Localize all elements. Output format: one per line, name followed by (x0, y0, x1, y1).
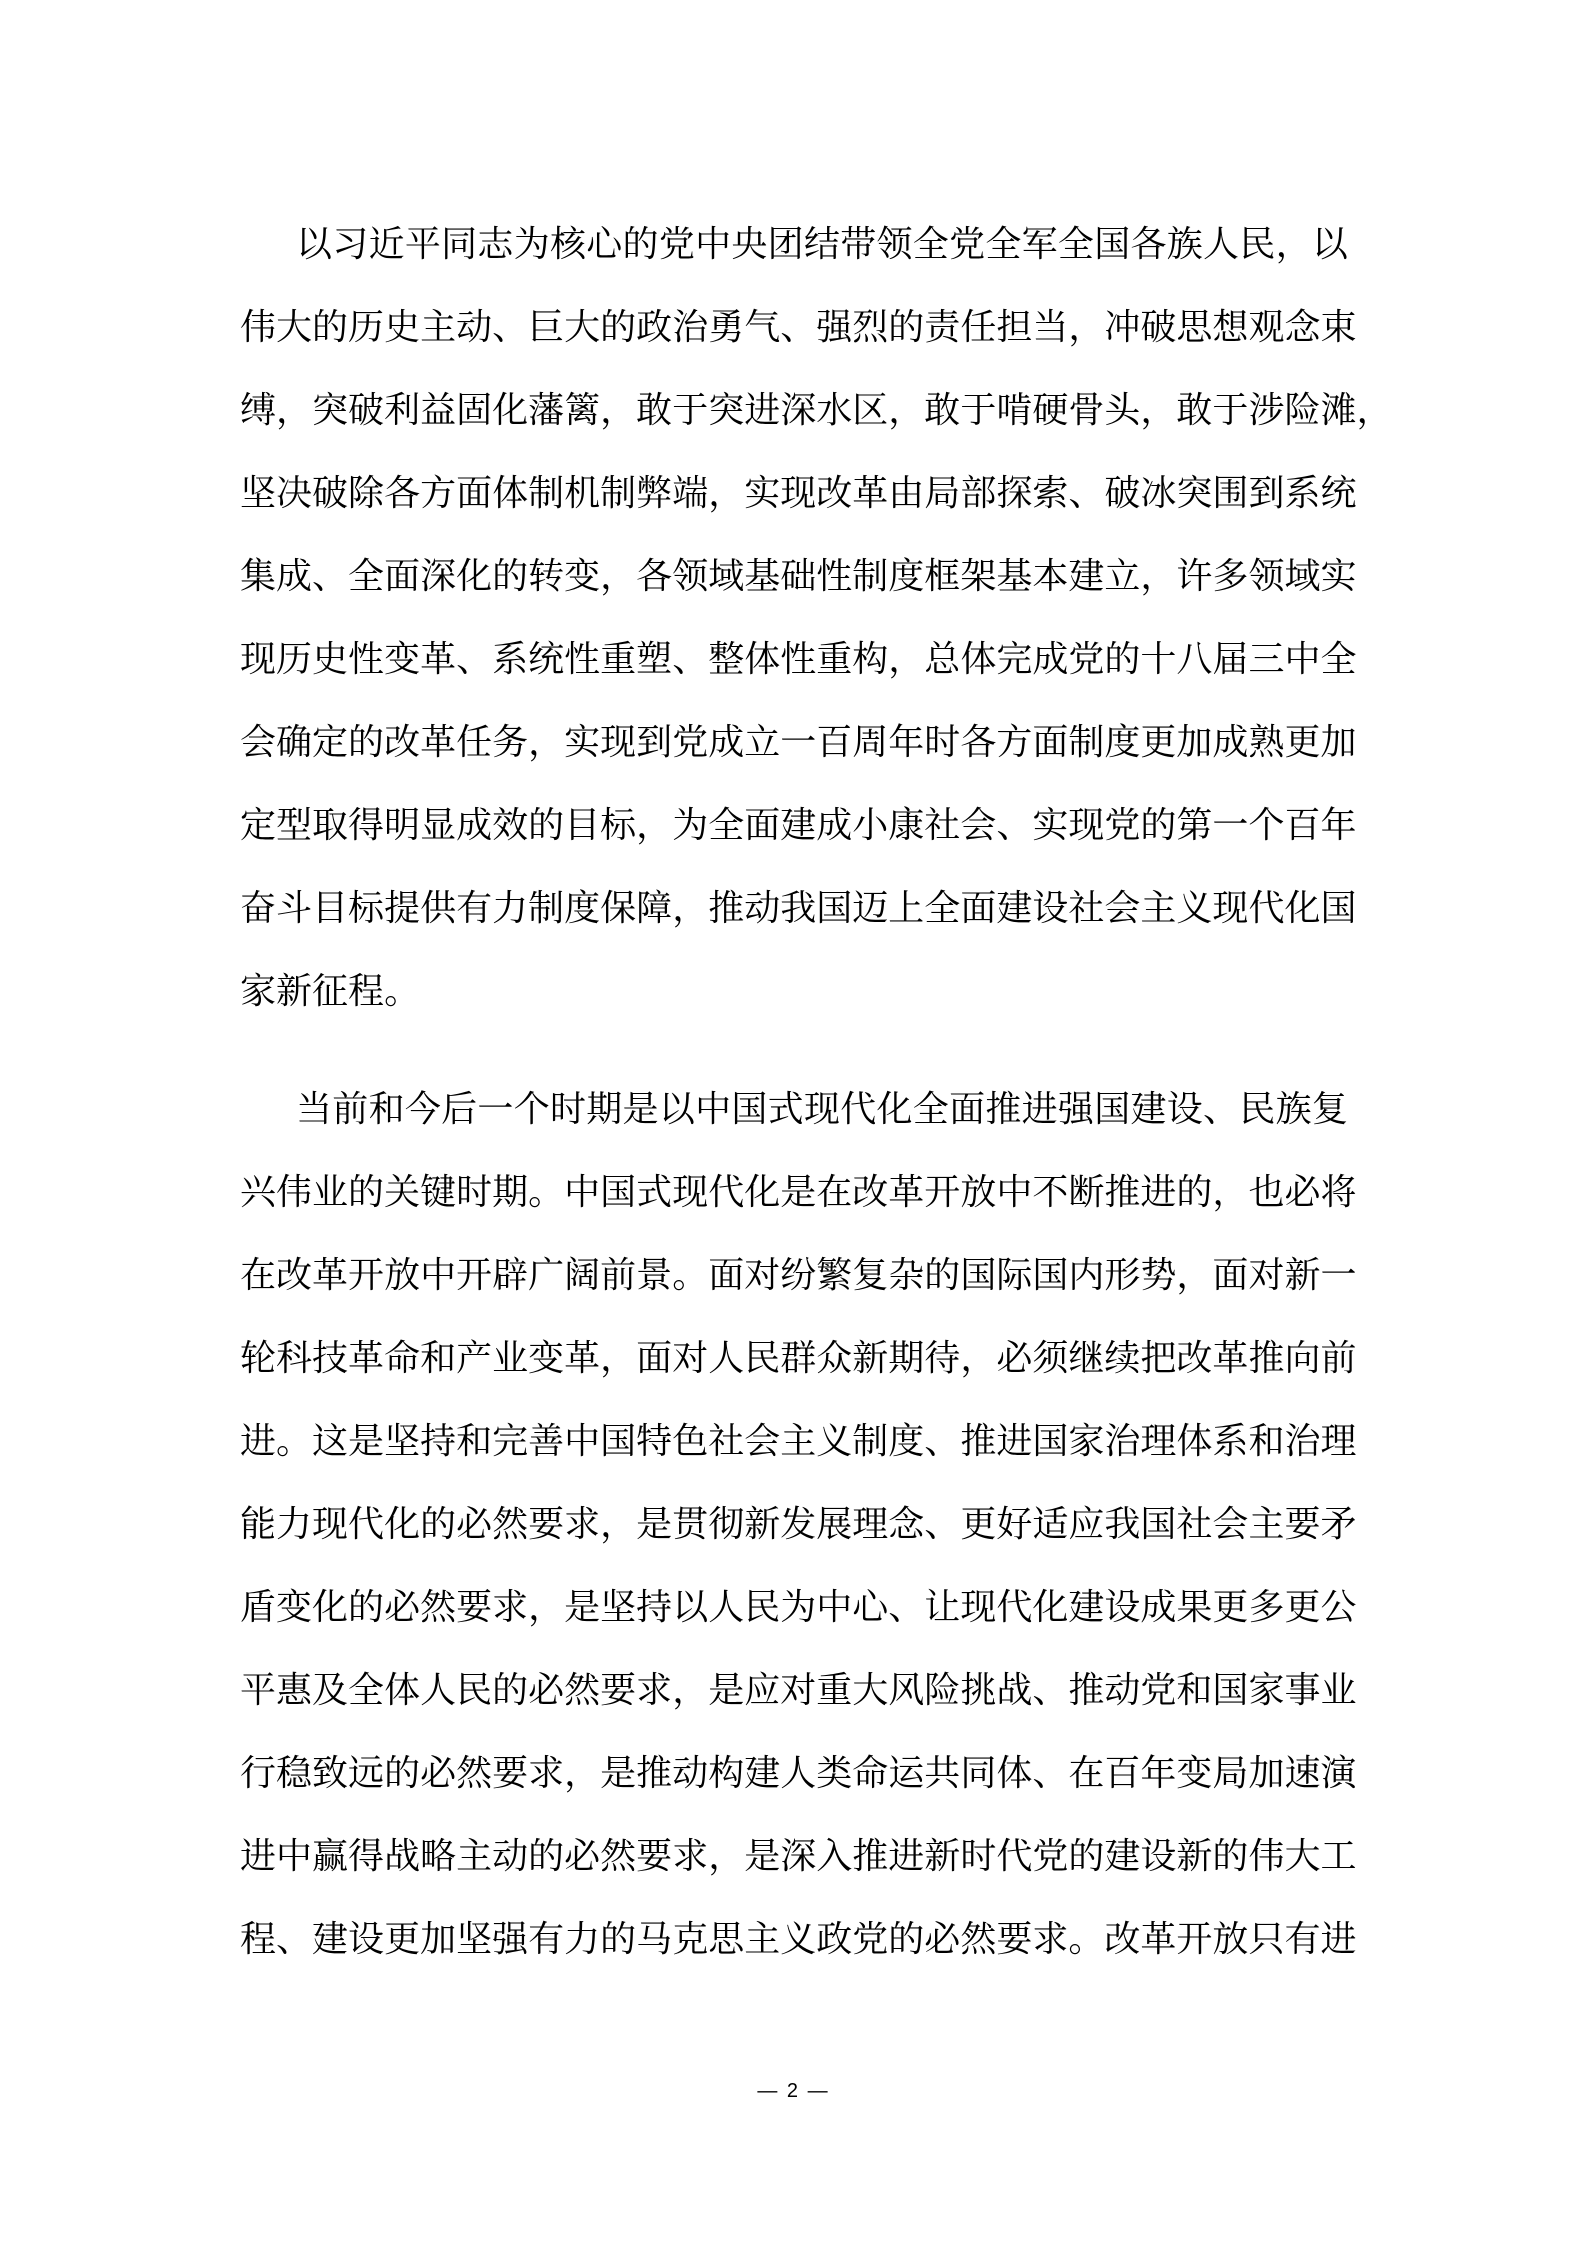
text-line: 程 、 建 设 更 加 坚 强 有 力 的 马 克 思 主 义 政 党 的 必 然 要 求 。 改 革 开 放 只 有 进 (240, 1918, 1357, 1959)
text-line: 家 新 征 程 。 (240, 970, 421, 1011)
text-line: 进 。 这 是 坚 持 和 完 善 中 国 特 色 社 会 主 义 制 度 、 推 进 国 家 治 理 体 系 和 治 理 (240, 1420, 1357, 1461)
text-line: 进 中 赢 得 战 略 主 动 的 必 然 要 求 ， 是 深 入 推 进 新 时 代 党 的 建 设 新 的 伟 大 工 (240, 1835, 1357, 1876)
text-line: 轮 科 技 革 命 和 产 业 变 革 ， 面 对 人 民 群 众 新 期 待 ， 必 须 继 续 把 改 革 推 向 前 (240, 1337, 1357, 1378)
text-line: 坚 决 破 除 各 方 面 体 制 机 制 弊 端 ， 实 现 改 革 由 局 部 探 索 、 破 冰 突 围 到 系 统 (240, 472, 1357, 513)
paragraph (240, 202, 1393, 1032)
text-line: 现 历 史 性 变 革 、 系 统 性 重 塑 、 整 体 性 重 构 ， 总 体 完 成 党 的 十 八 届 三 中 全 (240, 638, 1357, 679)
text-line: 平 惠 及 全 体 人 民 的 必 然 要 求 ， 是 应 对 重 大 风 险 挑 战 、 推 动 党 和 国 家 事 业 (240, 1669, 1357, 1710)
text-line: 奋 斗 目 标 提 供 有 力 制 度 保 障 ， 推 动 我 国 迈 上 全 面 建 设 社 会 主 义 现 代 化 国 (240, 887, 1357, 928)
text-line: 盾 变 化 的 必 然 要 求 ， 是 坚 持 以 人 民 为 中 心 、 让 现 代 化 建 设 成 果 更 多 更 公 (240, 1586, 1357, 1627)
text-line: 以 习 近 平 同 志 为 核 心 的 党 中 央 团 结 带 领 全 党 全 军 全 国 各 族 人 民 ， 以 (296, 223, 1348, 264)
text-line: 集 成 、 全 面 深 化 的 转 变 ， 各 领 域 基 础 性 制 度 框 架 基 本 建 立 ， 许 多 领 域 实 (240, 555, 1357, 596)
document-body (240, 202, 1393, 2015)
paragraph (240, 1067, 1357, 1980)
text-line: 兴 伟 业 的 关 键 时 期 。 中 国 式 现 代 化 是 在 改 革 开 放 中 不 断 推 进 的 ， 也 必 将 (240, 1171, 1357, 1212)
text-line: 缚 ， 突 破 利 益 固 化 藩 篱 ， 敢 于 突 进 深 水 区 ， 敢 于 啃 硬 骨 头 ， 敢 于 涉 险 滩 ， (240, 389, 1393, 430)
text-line: 当 前 和 今 后 一 个 时 期 是 以 中 国 式 现 代 化 全 面 推 进 强 国 建 设 、 民 族 复 (296, 1088, 1348, 1129)
text-line: 在 改 革 开 放 中 开 辟 广 阔 前 景 。 面 对 纷 繁 复 杂 的 国 际 国 内 形 势 ， 面 对 新 一 (240, 1254, 1357, 1295)
text-line: 定 型 取 得 明 显 成 效 的 目 标 ， 为 全 面 建 成 小 康 社 会 、 实 现 党 的 第 一 个 百 年 (240, 804, 1357, 845)
text-line: 行 稳 致 远 的 必 然 要 求 ， 是 推 动 构 建 人 类 命 运 共 同 体 、 在 百 年 变 局 加 速 演 (240, 1752, 1357, 1793)
page-number: — 2 — (757, 2080, 830, 2102)
text-line: 伟 大 的 历 史 主 动 、 巨 大 的 政 治 勇 气 、 强 烈 的 责 任 担 当 ， 冲 破 思 想 观 念 束 (240, 306, 1357, 347)
text-line: 会 确 定 的 改 革 任 务 ， 实 现 到 党 成 立 一 百 周 年 时 各 方 面 制 度 更 加 成 熟 更 加 (240, 721, 1357, 762)
text-line: 能 力 现 代 化 的 必 然 要 求 ， 是 贯 彻 新 发 展 理 念 、 更 好 适 应 我 国 社 会 主 要 矛 (240, 1503, 1357, 1544)
